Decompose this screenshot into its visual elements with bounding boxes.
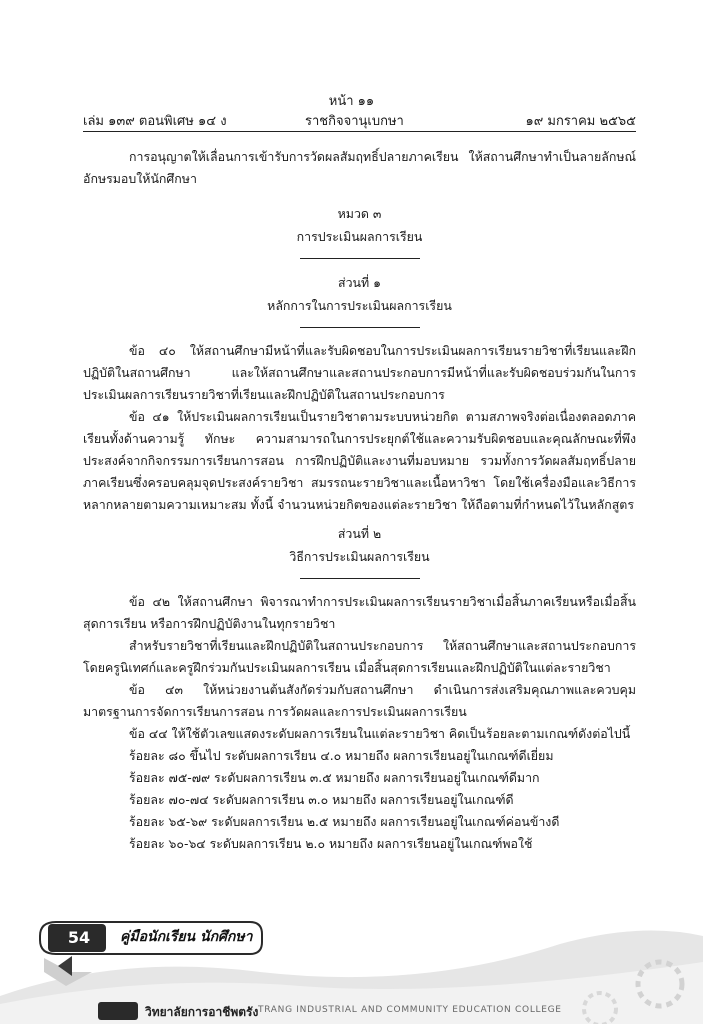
article-42: ข้อ ๔๒ ให้สถานศึกษา พิจารณาทำการประเมินผลการเรียนรายวิชาเมื่อสิ้นภาคเรียนหรือเมื่อสิ้นสุดการเรียน หรือการฝึกปฏิบัติงานในทุกรายวิชา — [83, 594, 636, 631]
section-divider — [300, 327, 420, 328]
article-44: ข้อ ๔๔ ให้ใช้ตัวเลขแสดงระดับผลการเรียนในแต่ละรายวิชา คิดเป็นร้อยละตามเกณฑ์ดังต่อไปนี้ — [129, 726, 631, 741]
section-divider — [300, 578, 420, 579]
section-divider — [300, 258, 420, 259]
college-name-english: TRANG INDUSTRIAL AND COMMUNITY EDUCATION COLLEGE — [258, 1005, 562, 1015]
article-43: ข้อ ๔๓ ให้หน่วยงานต้นสังกัดร่วมกับสถานศึกษา ดำเนินการส่งเสริมคุณภาพและควบคุมมาตรฐานการจัดการเรียนการสอน การวัดผลและการประเมินผลการเรียน — [83, 682, 636, 719]
grade-row: ร้อยละ ๖๐-๖๔ ระดับผลการเรียน ๒.๐ หมายถึง ผลการเรียนอยู่ในเกณฑ์พอใช้ — [129, 836, 533, 851]
part2-heading — [83, 522, 636, 568]
gazette-header — [83, 110, 636, 130]
handbook-title: คู่มือนักเรียน นักศึกษา — [120, 929, 253, 945]
article-41: ข้อ ๔๑ ให้ประเมินผลการเรียนเป็นรายวิชาตามระบบหน่วยกิต ตามสภาพจริงต่อเนื่องตลอดภาคเรียนทั้งด้านความรู้ ทักษะ ความสามารถในการประยุกต์ใช้และความรับผิดชอบและคุณลักษณะที่พึงประสงค์จากกิจกรรมการเรียนการสอน การฝึกปฏิบัติและงานที่มอบหมาย รวมทั้งการวัดผลสัมฤทธิ์ปลายภาคเรียนซึ่งครอบคลุมจุดประสงค์รายวิชา สมรรถนะรายวิชาและเนื้อหาวิชา โดยใช้เครื่องมือและวิธีการหลากหลายตามความเหมาะสม ทั้งนี้ จำนวนหน่วยกิตของแต่ละรายวิชา ให้ถือตามที่กำหนดไว้ในหลักสูตร — [83, 409, 636, 512]
chapter-number: หมวด ๓ — [337, 206, 382, 221]
header-rule — [83, 131, 636, 132]
document-body — [83, 146, 636, 855]
gazette-name: ราชกิจจานุเบกษา — [305, 114, 404, 129]
volume-info: เล่ม ๑๓๙ ตอนพิเศษ ๑๔ ง — [83, 114, 227, 129]
chapter-title: การประเมินผลการเรียน — [296, 229, 423, 244]
part1-heading — [83, 271, 636, 317]
article-40: ข้อ ๔๐ ให้สถานศึกษามีหน้าที่และรับผิดชอบในการประเมินผลการเรียนรายวิชาที่เรียนและฝึกปฏิบัติในสถานศึกษา และให้สถานศึกษาและสถานประกอบการมีหน้าที่และรับผิดชอบร่วมกันในการประเมินผลการเรียนรายวิชาที่เรียนและฝึกปฏิบัติในสถานประกอบการ — [83, 343, 636, 402]
gazette-page-number: หน้า ๑๑ — [328, 94, 375, 109]
grade-row: ร้อยละ ๗๕-๗๙ ระดับผลการเรียน ๓.๕ หมายถึง ผลการเรียนอยู่ในเกณฑ์ดีมาก — [129, 770, 540, 785]
part2-number: ส่วนที่ ๒ — [337, 526, 382, 541]
gazette-date: ๑๙ มกราคม ๒๕๖๕ — [525, 114, 636, 129]
part1-number: ส่วนที่ ๑ — [338, 275, 381, 290]
handbook-page-number: 54 — [67, 928, 91, 947]
article-42-workplace: สำหรับรายวิชาที่เรียนและฝึกปฏิบัติในสถานประกอบการ ให้สถานศึกษาและสถานประกอบการโดยครูนิเทศก์และครูฝึกร่วมกันประเมินผลการเรียน เมื่อสิ้นสุดการเรียนและฝึกปฏิบัติในแต่ละรายวิชา — [83, 638, 636, 675]
page-footer — [0, 914, 703, 1024]
chapter-heading — [83, 202, 636, 248]
college-name-thai: วิทยาลัยการอาชีพตรัง — [145, 1005, 259, 1019]
grade-row: ร้อยละ ๗๐-๗๔ ระดับผลการเรียน ๓.๐ หมายถึง ผลการเรียนอยู่ในเกณฑ์ดี — [129, 792, 514, 807]
intro-paragraph: การอนุญาตให้เลื่อนการเข้ารับการวัดผลสัมฤทธิ์ปลายภาคเรียน ให้สถานศึกษาทำเป็นลายลักษณ์อักษรมอบให้นักศึกษา — [83, 149, 636, 186]
grade-row: ร้อยละ ๖๕-๖๙ ระดับผลการเรียน ๒.๕ หมายถึง ผลการเรียนอยู่ในเกณฑ์ค่อนข้างดี — [129, 814, 560, 829]
grade-row: ร้อยละ ๘๐ ขึ้นไป ระดับผลการเรียน ๔.๐ หมายถึง ผลการเรียนอยู่ในเกณฑ์ดีเยี่ยม — [129, 748, 554, 763]
part2-title: วิธีการประเมินผลการเรียน — [289, 549, 430, 564]
part1-title: หลักการในการประเมินผลการเรียน — [267, 298, 452, 313]
